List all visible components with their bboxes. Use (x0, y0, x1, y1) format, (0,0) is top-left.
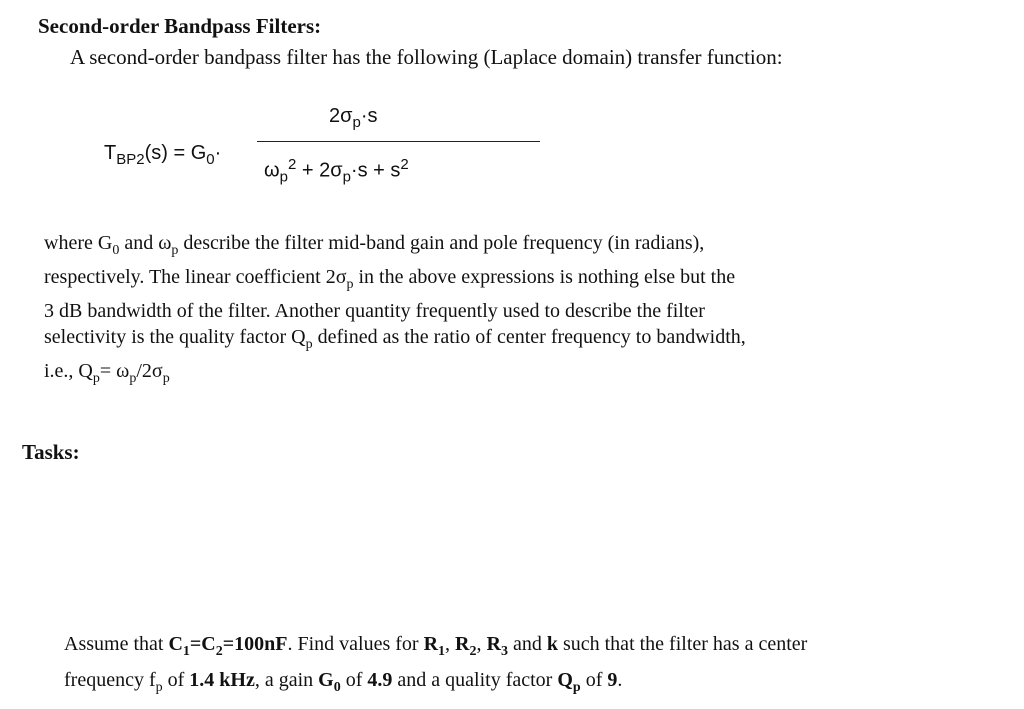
formula-numerator: $2\sigma_p\cdot s$ (329, 105, 378, 131)
task-line: Assume that $C_1=C_2=100nF$. Find values for $R_1$, $R_2$, $R_3$ and k such that the filter has a center (64, 633, 808, 659)
tasks-heading: Tasks: (22, 440, 80, 464)
formula-denominator: $\omega_p^2 + 2\sigma_p\cdot s + s^2$ (264, 156, 409, 186)
para-line: respectively. The linear coefficient $2\sigma_p$ in the above expressions is nothing else but the (44, 266, 736, 292)
fraction-bar (257, 141, 540, 142)
para-line: 3 dB bandwidth of the filter. Another quantity frequently used to describe the filter (44, 300, 705, 322)
task-line: frequency $f_p$ of 1.4 kHz, a gain $G_0$ of 4.9 and a quality factor $Q_p$ of 9. (64, 669, 623, 695)
para-line: i.e., $Q_p= \omega_p/2\sigma_p$ (44, 360, 170, 386)
transfer-function-formula (104, 100, 484, 210)
formula-lhs: $T_{BP2}(s) = G_0\cdot$ (104, 142, 222, 168)
description-paragraph (44, 230, 746, 392)
para-line: selectivity is the quality factor $Q_p$ defined as the ratio of center frequency to bandwidth, (44, 326, 746, 352)
task-statement (64, 630, 807, 702)
section-title: Second-order Bandpass Filters: (38, 14, 322, 38)
intro-text: A second-order bandpass filter has the following (Laplace domain) transfer function: (70, 45, 783, 69)
para-line: where $G_0$ and $\omega_p$ describe the filter mid-band gain and pole frequency (in radians), (44, 232, 705, 258)
